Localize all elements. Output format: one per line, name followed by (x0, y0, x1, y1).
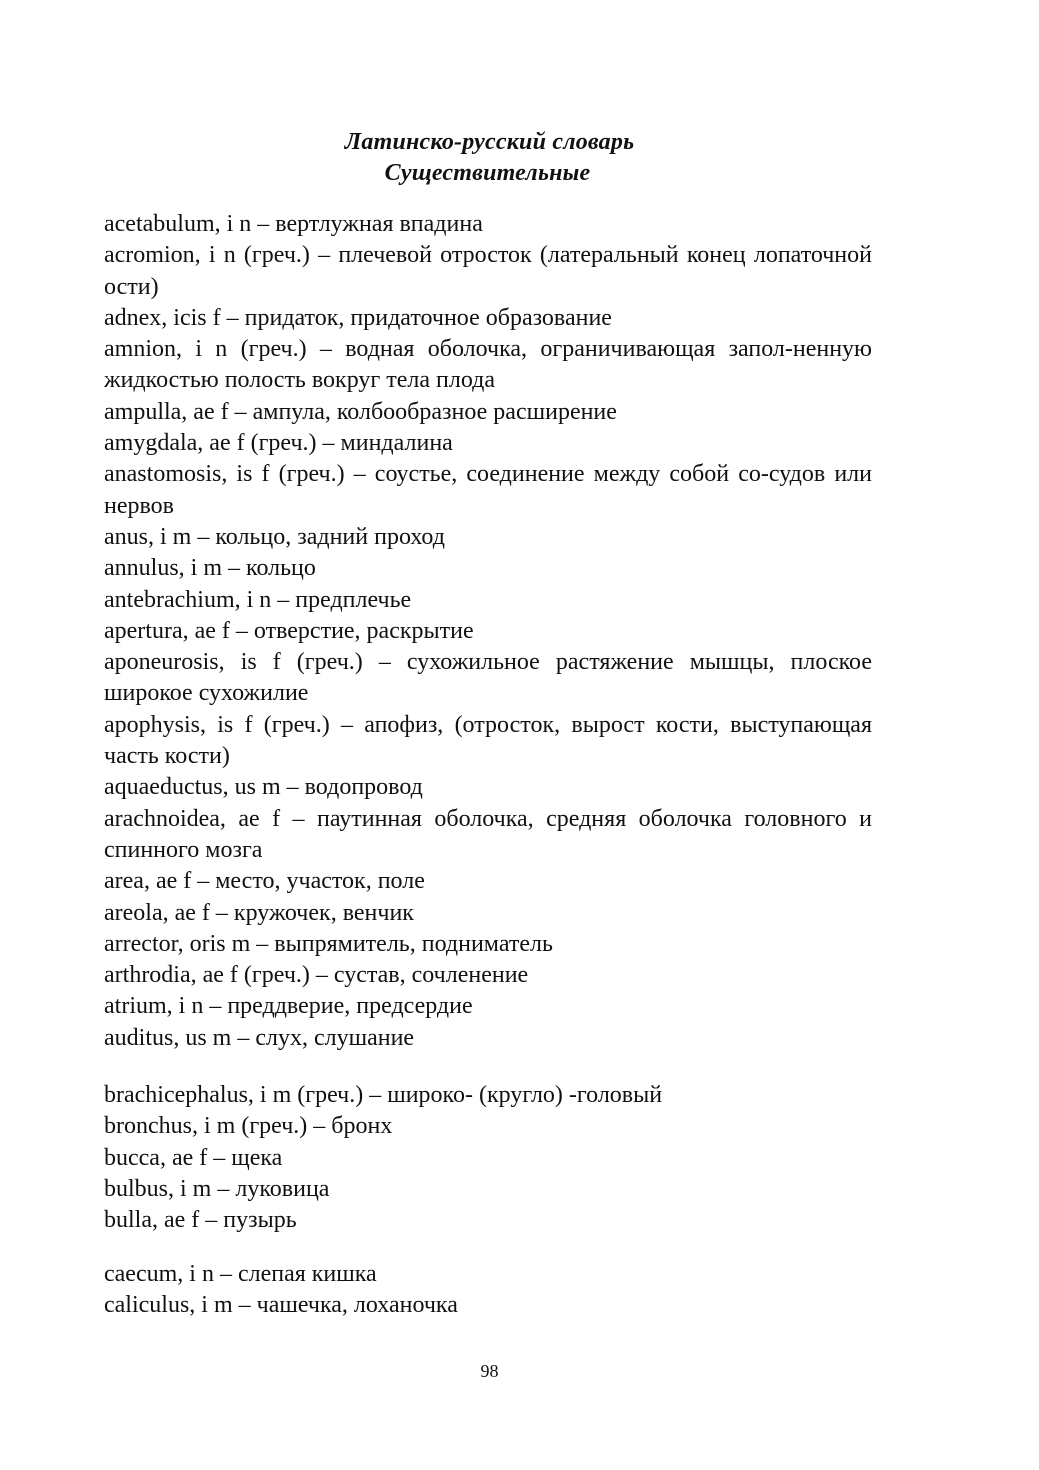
entry-group-c (104, 1259, 872, 1322)
dictionary-entry: areola, ae f – кружочек, венчик (104, 899, 414, 926)
dictionary-entry: aponeurosis, is f (греч.) – сухожильное растяжение мышцы, плоское широкое сухожилие (104, 649, 872, 707)
dictionary-entry: apophysis, is f (греч.) – апофиз, (отросток, вырост кости, выступающая часть кости) (104, 711, 872, 770)
dictionary-entry: anus, i m – кольцо, задний проход (104, 523, 445, 550)
dictionary-entry: acromion, i n (греч.) – плечевой отросток (латеральный конец лопаточной ости) (104, 242, 872, 300)
dictionary-entry: bulla, ae f – пузырь (104, 1207, 297, 1234)
dictionary-entry: antebrachium, i n – предплечье (104, 586, 412, 613)
dictionary-entry: amygdala, ae f (греч.) – миндалина (104, 430, 453, 457)
dictionary-entry: annulus, i m – кольцо (104, 555, 316, 582)
dictionary-entry: brachicephalus, i m (греч.) – широко- (кругло) -головый (104, 1082, 663, 1108)
dictionary-entry: ampulla, ae f – ампула, колбообразное расширение (104, 398, 617, 425)
dictionary-entry: acetabulum, i n – вертлужная впадина (104, 211, 483, 237)
dictionary-entry: bucca, ae f – щека (104, 1144, 283, 1171)
dictionary-entry: area, ae f – место, участок, поле (104, 868, 425, 895)
dictionary-entry: anastomosis, is f (греч.) – соустье, соединение между собой со-судов или нервов (104, 461, 872, 519)
dictionary-entry: caliculus, i m – чашечка, лоханочка (104, 1292, 458, 1319)
dictionary-entry: bulbus, i m – луковица (104, 1175, 330, 1202)
dictionary-entry: arrector, oris m – выпрямитель, подниматель (104, 930, 553, 957)
page-number: 98 (480, 1361, 499, 1381)
dictionary-entry: arachnoidea, ae f – паутинная оболочка, средняя оболочка головного и спинного мозга (104, 805, 872, 863)
dictionary-entry: aquaeductus, us m – водопровод (104, 774, 423, 801)
entry-group-b (104, 1080, 872, 1236)
dictionary-entry: bronchus, i m (греч.) – бронх (104, 1113, 393, 1140)
dictionary-entry: auditus, us m – слух, слушание (104, 1024, 415, 1051)
dictionary-entry: amnion, i n (греч.) – водная оболочка, ограничивающая запол-ненную жидкостью полость вокруг тела плода (104, 336, 872, 394)
dictionary-entry: caecum, i n – слепая кишка (104, 1261, 377, 1287)
dictionary-entry: atrium, i n – преддверие, предсердие (104, 993, 473, 1020)
dictionary-entry: apertura, ae f – отверстие, раскрытие (104, 617, 474, 644)
dictionary-entry: adnex, icis f – придаток, придаточное образование (104, 304, 612, 331)
page-title: Латинско-русский словарь (344, 129, 635, 155)
entry-group-a (104, 209, 872, 1054)
page-subtitle: Существительные (384, 160, 591, 186)
dictionary-entry: arthrodia, ae f (греч.) – сустав, сочленение (104, 962, 529, 989)
